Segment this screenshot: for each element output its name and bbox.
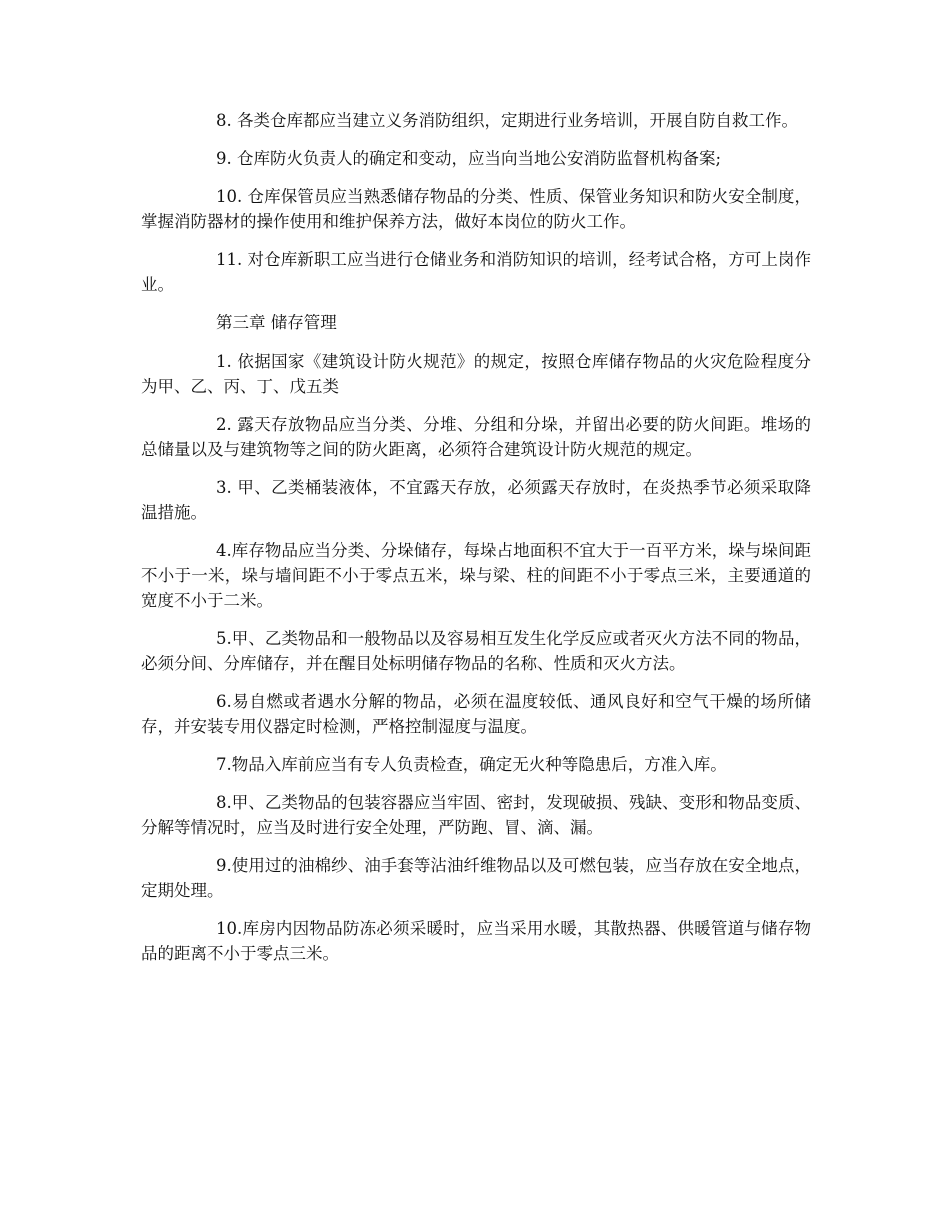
storage-item-10: 10.库房内因物品防冻必须采暖时，应当采用水暖，其散热器、供暖管道与储存物品的距离不小于零点三米。 <box>141 919 811 963</box>
paragraph-9-fire-officer: 9. 仓库防火负责人的确定和变动，应当向当地公安消防监督机构备案; <box>216 149 722 168</box>
storage-item-6: 6.易自燃或者遇水分解的物品，必须在温度较低、通风良好和空气干燥的场所储存，并安装专用仪器定时检测，严格控制湿度与温度。 <box>141 692 811 736</box>
storage-item-1: 1. 依据国家《建筑设计防火规范》的规定，按照仓库储存物品的火灾危险程度分为甲、乙、丙、丁、戊五类 <box>141 352 811 396</box>
storage-item-7: 7.物品入库前应当有专人负责检查，确定无火种等隐患后，方准入库。 <box>216 755 727 774</box>
storage-item-3: 3. 甲、乙类桶装液体，不宜露天存放，必须露天存放时，在炎热季节必须采取降温措施。 <box>141 478 811 522</box>
document-body <box>141 108 811 979</box>
storage-item-2: 2. 露天存放物品应当分类、分堆、分组和分垛，并留出必要的防火间距。堆场的总储量以及与建筑物等之间的防火距离，必须符合建筑设计防火规范的规定。 <box>141 415 811 459</box>
paragraph-11-new-staff-training: 11. 对仓库新职工应当进行仓储业务和消防知识的培训，经考试合格，方可上岗作业。 <box>141 250 811 294</box>
storage-item-8: 8.甲、乙类物品的包装容器应当牢固、密封，发现破损、残缺、变形和物品变质、分解等情况时，应当及时进行安全处理，严防跑、冒、滴、漏。 <box>141 793 811 837</box>
storage-item-9: 9.使用过的油棉纱、油手套等沾油纤维物品以及可燃包装，应当存放在安全地点，定期处理。 <box>141 856 811 900</box>
paragraph-10-keeper-duties: 10. 仓库保管员应当熟悉储存物品的分类、性质、保管业务知识和防火安全制度，掌握消防器材的操作使用和维护保养方法，做好本岗位的防火工作。 <box>141 187 811 231</box>
paragraph-8-fire-brigade: 8. 各类仓库都应当建立义务消防组织，定期进行业务培训，开展自防自救工作。 <box>216 111 798 130</box>
storage-item-4: 4.库存物品应当分类、分垛储存，每垛占地面积不宜大于一百平方米，垛与垛间距不小于一米，垛与墙间距不小于零点五米，垛与梁、柱的间距不小于零点三米，主要通道的宽度不小于二米。 <box>141 541 811 610</box>
chapter-heading: 第三章 储存管理 <box>216 313 337 332</box>
storage-item-5: 5.甲、乙类物品和一般物品以及容易相互发生化学反应或者灭火方法不同的物品，必须分间、分库储存，并在醒目处标明储存物品的名称、性质和灭火方法。 <box>141 629 811 673</box>
